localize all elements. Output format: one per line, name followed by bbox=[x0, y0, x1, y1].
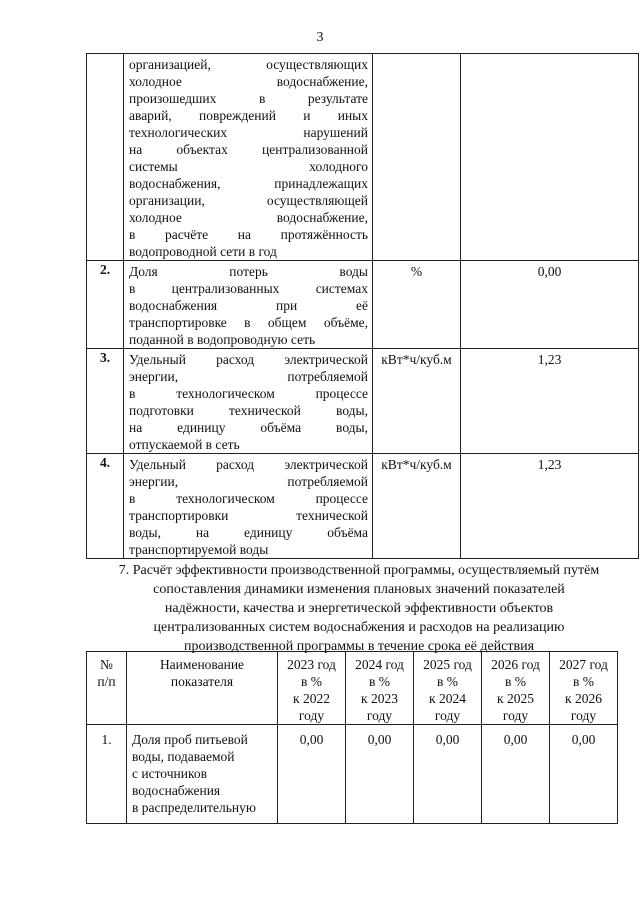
section-title-line: производственной программы в течение срока её действия bbox=[183, 639, 535, 654]
header-num bbox=[87, 652, 127, 725]
indicator-name bbox=[127, 725, 278, 824]
unit: кВт*ч/куб.м bbox=[373, 349, 461, 454]
indicator-name-line: технологических нарушений bbox=[129, 125, 368, 140]
header-year-line: к 2026 bbox=[565, 691, 602, 706]
indicator-name-line: Доля проб питьевой bbox=[132, 732, 248, 747]
table-header-row bbox=[87, 652, 618, 725]
value-2027: 0,00 bbox=[550, 725, 618, 824]
section-title-line: централизованных систем водоснабжения и расходов на реализацию bbox=[153, 620, 565, 635]
row-number: 4. bbox=[87, 454, 124, 559]
indicator-name-line: водоснабжения, принадлежащих bbox=[129, 176, 368, 191]
section-title-line: надёжности, качества и энергетической эффективности объектов bbox=[164, 601, 554, 616]
indicator-name-line: транспортируемой воды bbox=[129, 542, 269, 557]
indicator-name-line: энергии, потребляемой bbox=[129, 474, 368, 489]
indicator-name-line: подготовки технической воды, bbox=[129, 403, 368, 418]
indicator-name-line: транспортировки технической bbox=[129, 508, 368, 523]
header-year-line: к 2024 bbox=[429, 691, 466, 706]
value-2025: 0,00 bbox=[414, 725, 482, 824]
indicator-name-line: в централизованных системах bbox=[129, 281, 368, 296]
header-year-line: году bbox=[570, 708, 597, 723]
header-year-line: в % bbox=[301, 674, 322, 689]
indicator-name-line: водопроводной сети в год bbox=[129, 244, 277, 259]
section-title-line: сопоставления динамики изменения плановых значений показателей bbox=[153, 582, 565, 597]
value: 1,23 bbox=[461, 454, 639, 559]
indicator-name-line: с источников bbox=[132, 766, 207, 781]
indicator-name-line: в технологическом процессе bbox=[129, 491, 368, 506]
header-year-line: к 2025 bbox=[497, 691, 534, 706]
indicator-name bbox=[124, 349, 373, 454]
indicators-table bbox=[86, 53, 639, 559]
indicator-name-line: в расчёте на протяжённость bbox=[129, 227, 368, 242]
indicator-name bbox=[124, 454, 373, 559]
indicator-name-line: системы холодного bbox=[129, 159, 368, 174]
table-row bbox=[87, 454, 639, 559]
header-year-2027 bbox=[550, 652, 618, 725]
indicator-name-line: холодное водоснабжение, bbox=[129, 74, 368, 89]
header-year-line: 2023 год bbox=[287, 657, 336, 672]
indicator-name-line: организацией, осуществляющих bbox=[129, 57, 368, 72]
value-2023: 0,00 bbox=[278, 725, 346, 824]
header-year-2025 bbox=[414, 652, 482, 725]
page-number: 3 bbox=[316, 30, 324, 45]
header-year-line: к 2023 bbox=[361, 691, 398, 706]
unit bbox=[373, 54, 461, 261]
section-7-title bbox=[106, 561, 612, 656]
indicator-name-line: произошедших в результате bbox=[129, 91, 368, 106]
indicator-name-line: водоснабжения при её bbox=[129, 298, 368, 313]
indicator-name-line: в распределительную bbox=[132, 800, 256, 815]
header-year-line: 2025 год bbox=[423, 657, 472, 672]
header-year-line: в % bbox=[437, 674, 458, 689]
row-number: 1. bbox=[87, 725, 127, 824]
header-year-line: году bbox=[434, 708, 461, 723]
indicator-name-line: Удельный расход электрической bbox=[129, 352, 368, 367]
indicator-name-line: воды, на единицу объёма bbox=[129, 525, 368, 540]
header-year-line: году bbox=[366, 708, 393, 723]
header-name-line: Наименование bbox=[159, 657, 245, 672]
indicator-name-line: в технологическом процессе bbox=[129, 386, 368, 401]
value: 1,23 bbox=[461, 349, 639, 454]
indicator-name-line: аварий, повреждений и иных bbox=[129, 108, 368, 123]
indicator-name-line: на единицу объёма воды, bbox=[129, 420, 368, 435]
header-year-line: в % bbox=[369, 674, 390, 689]
header-year-line: 2027 год bbox=[559, 657, 608, 672]
indicator-name-line: водоснабжения bbox=[132, 783, 221, 798]
header-year-line: году bbox=[502, 708, 529, 723]
indicator-name-line: поданной в водопроводную сеть bbox=[129, 332, 316, 347]
indicator-name bbox=[124, 261, 373, 349]
unit: кВт*ч/куб.м bbox=[373, 454, 461, 559]
indicator-name-line: Доля потерь воды bbox=[129, 264, 368, 279]
efficiency-table bbox=[86, 651, 618, 824]
table-row bbox=[87, 725, 618, 824]
header-year-line: в % bbox=[505, 674, 526, 689]
value bbox=[461, 54, 639, 261]
table-row bbox=[87, 349, 639, 454]
indicator-name-line: холодное водоснабжение, bbox=[129, 210, 368, 225]
header-year-2023 bbox=[278, 652, 346, 725]
row-number bbox=[87, 54, 124, 261]
header-year-line: 2026 год bbox=[491, 657, 540, 672]
header-year-line: к 2022 bbox=[293, 691, 330, 706]
header-year-line: 2024 год bbox=[355, 657, 404, 672]
indicator-name-line: Удельный расход электрической bbox=[129, 457, 368, 472]
header-name bbox=[127, 652, 278, 725]
indicator-name-line: отпускаемой в сеть bbox=[129, 437, 240, 452]
table-row bbox=[87, 261, 639, 349]
header-year-2024 bbox=[346, 652, 414, 725]
table-row bbox=[87, 54, 639, 261]
indicator-name-line: организации, осуществляющей bbox=[129, 193, 368, 208]
unit: % bbox=[373, 261, 461, 349]
indicator-name-line: на объектах централизованной bbox=[129, 142, 368, 157]
indicator-name-line: транспортировке в общем объёме, bbox=[129, 315, 368, 330]
value: 0,00 bbox=[461, 261, 639, 349]
header-num-line: № bbox=[100, 657, 113, 672]
indicator-name-line: воды, подаваемой bbox=[132, 749, 235, 764]
header-year-line: году bbox=[298, 708, 325, 723]
value-2026: 0,00 bbox=[482, 725, 550, 824]
header-num-line: п/п bbox=[97, 674, 116, 689]
row-number: 3. bbox=[87, 349, 124, 454]
section-title-line: 7. Расчёт эффективности производственной программы, осуществляемый путём bbox=[118, 563, 600, 578]
header-name-line: показателя bbox=[170, 674, 234, 689]
header-year-2026 bbox=[482, 652, 550, 725]
indicator-name-line: энергии, потребляемой bbox=[129, 369, 368, 384]
indicator-name bbox=[124, 54, 373, 261]
header-year-line: в % bbox=[573, 674, 594, 689]
row-number: 2. bbox=[87, 261, 124, 349]
value-2024: 0,00 bbox=[346, 725, 414, 824]
